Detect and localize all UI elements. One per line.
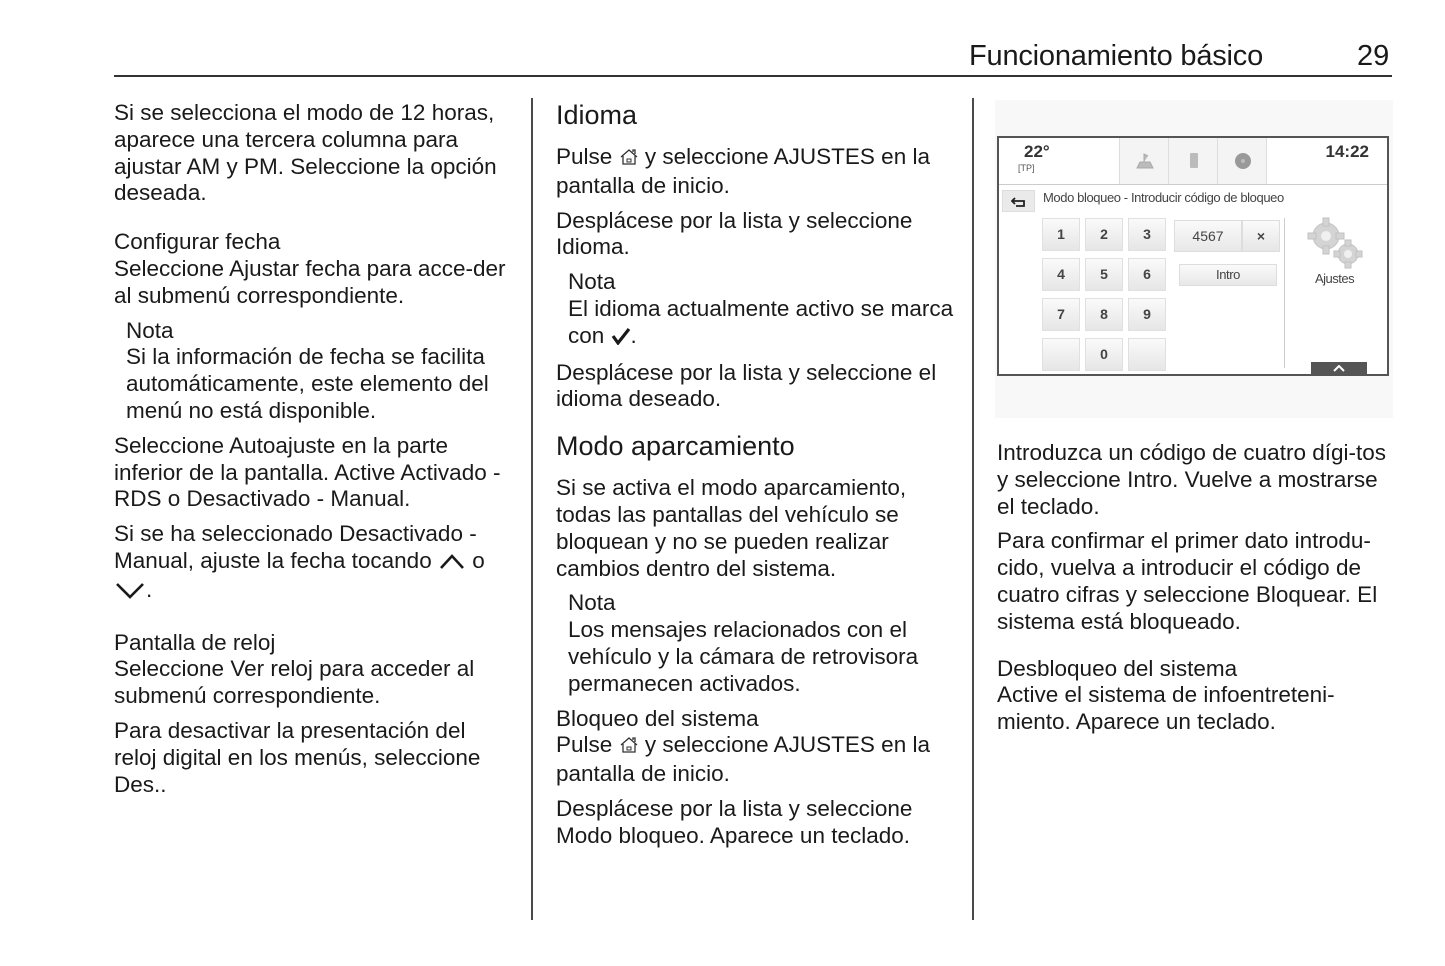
paragraph-text: Si se ha seleccionado Desactivado - Manual, ajuste la fecha tocando [114,521,477,573]
note-title: Nota [568,269,616,295]
keypad-key-blank [1128,338,1166,371]
chevron-up-icon [438,550,466,577]
paragraph [556,144,956,200]
paragraph-text: o [472,547,485,573]
paragraph: Si se selecciona el modo de 12 horas, aparece una tercera columna para ajustar AM y PM. Seleccione la opción deseada. [114,100,497,206]
header-rule [114,75,1392,77]
clear-button[interactable]: × [1242,220,1280,252]
keypad-key-0[interactable]: 0 [1085,338,1123,371]
nav-tab[interactable] [1119,138,1168,184]
temperature: 22° [1024,142,1050,161]
home-icon [619,734,639,761]
expand-up-button[interactable] [1311,362,1367,376]
tp-indicator: [TP] [1018,163,1035,173]
column-divider [531,98,533,920]
paragraph: Si se activa el modo aparcamiento, todas las pantallas del vehículo se bloquean y no se pueden realizar cambios dentro del sistema. [556,475,907,581]
settings-button[interactable] [1306,216,1366,277]
screen-title: Modo bloqueo - Introducir código de bloqueo [1043,190,1284,205]
paragraph: Seleccione Ver reloj para acceder al submenú correspondiente. [114,656,475,709]
keypad-key-1[interactable]: 1 [1042,218,1080,251]
heading-idioma: Idioma [556,100,638,130]
column-2 [556,100,956,858]
paragraph: Para desactivar la presentación del reloj digital en los menús, seleccione Des.. [114,717,481,797]
paragraph-text: . [146,576,153,602]
keypad-key-blank [1042,338,1080,371]
note-box [556,590,956,697]
code-input[interactable]: 4567 [1174,220,1242,252]
paragraph-text: y seleccione AJUSTES en la pantalla de inicio. [556,732,930,787]
paragraph: Desplácese por la lista y seleccione Modo bloqueo. Aparece un teclado. [556,795,913,848]
keypad-key-7[interactable]: 7 [1042,298,1080,331]
keypad-key-3[interactable]: 3 [1128,218,1166,251]
paragraph: Desplácese por la lista y seleccione el idioma deseado. [556,359,937,412]
paragraph-text: Pulse [556,732,613,758]
paragraph-text: y seleccione AJUSTES en la pantalla de inicio. [556,144,930,198]
column-divider [972,98,974,920]
heading-modo-aparcamiento: Modo aparcamiento [556,431,795,462]
paragraph: Seleccione Ajustar fecha para acce-der al submenú correspondiente. [114,255,506,308]
paragraph: Para confirmar el primer dato introdu-cido, vuelva a introducir el código de cuatro cifras y seleccione Bloquear. El sistema está bloqueado. [997,528,1378,634]
keypad-key-2[interactable]: 2 [1085,218,1123,251]
note-title: Nota [126,317,174,343]
checkmark-icon [611,325,631,352]
note-text: Los mensajes relacionados con el vehículo y la cámara de retrovisora permanecen activados. [568,617,919,696]
settings-label: Ajustes [1315,271,1355,286]
infotainment-screen [997,136,1389,376]
subheading-configurar-fecha: Configurar fecha [114,229,281,255]
subheading-pantalla-reloj: Pantalla de reloj [114,629,276,655]
screen-divider [1284,218,1285,368]
page-number: 29 [1357,40,1390,72]
note-text: Si la información de fecha se facilita automáticamente, este elemento del menú no está disponible. [126,344,489,423]
subheading-bloqueo-sistema: Bloqueo del sistema [556,705,759,731]
subheading-desbloqueo: Desbloqueo del sistema [997,655,1238,681]
paragraph: Desplácese por la lista y seleccione Idioma. [556,207,913,260]
section-title: Funcionamiento básico [969,40,1264,72]
home-icon [619,146,639,173]
note-title: Nota [568,590,616,616]
column-3 [997,440,1397,744]
back-button[interactable] [1002,190,1035,212]
paragraph: Active el sistema de infoentreteni-miento. Aparece un teclado. [997,682,1335,735]
paragraph: Introduzca un código de cuatro dígi-tos y seleccione Intro. Vuelve a mostrarse el teclado. [997,440,1386,519]
paragraph-text: Pulse [556,144,613,169]
note-text: El idioma actualmente activo se marca con [568,295,954,348]
keypad-key-4[interactable]: 4 [1042,258,1080,291]
note-text: . [630,322,637,348]
keypad-key-8[interactable]: 8 [1085,298,1123,331]
chevron-down-icon [114,579,146,606]
clock: 14:22 [1325,142,1369,161]
column-1 [114,100,514,806]
keypad-key-5[interactable]: 5 [1085,258,1123,291]
note-box [556,269,956,351]
media-tab[interactable] [1217,138,1267,184]
keypad-key-6[interactable]: 6 [1128,258,1166,291]
phone-tab[interactable] [1168,138,1217,184]
keypad-key-9[interactable]: 9 [1128,298,1166,331]
status-bar [999,138,1387,185]
paragraph [114,521,514,605]
intro-button[interactable]: Intro [1179,264,1277,286]
paragraph [556,732,956,788]
note-box [114,318,514,425]
paragraph: Seleccione Autoajuste en la parte inferior de la pantalla. Active Activado - RDS o Desactivado - Manual. [114,432,501,512]
